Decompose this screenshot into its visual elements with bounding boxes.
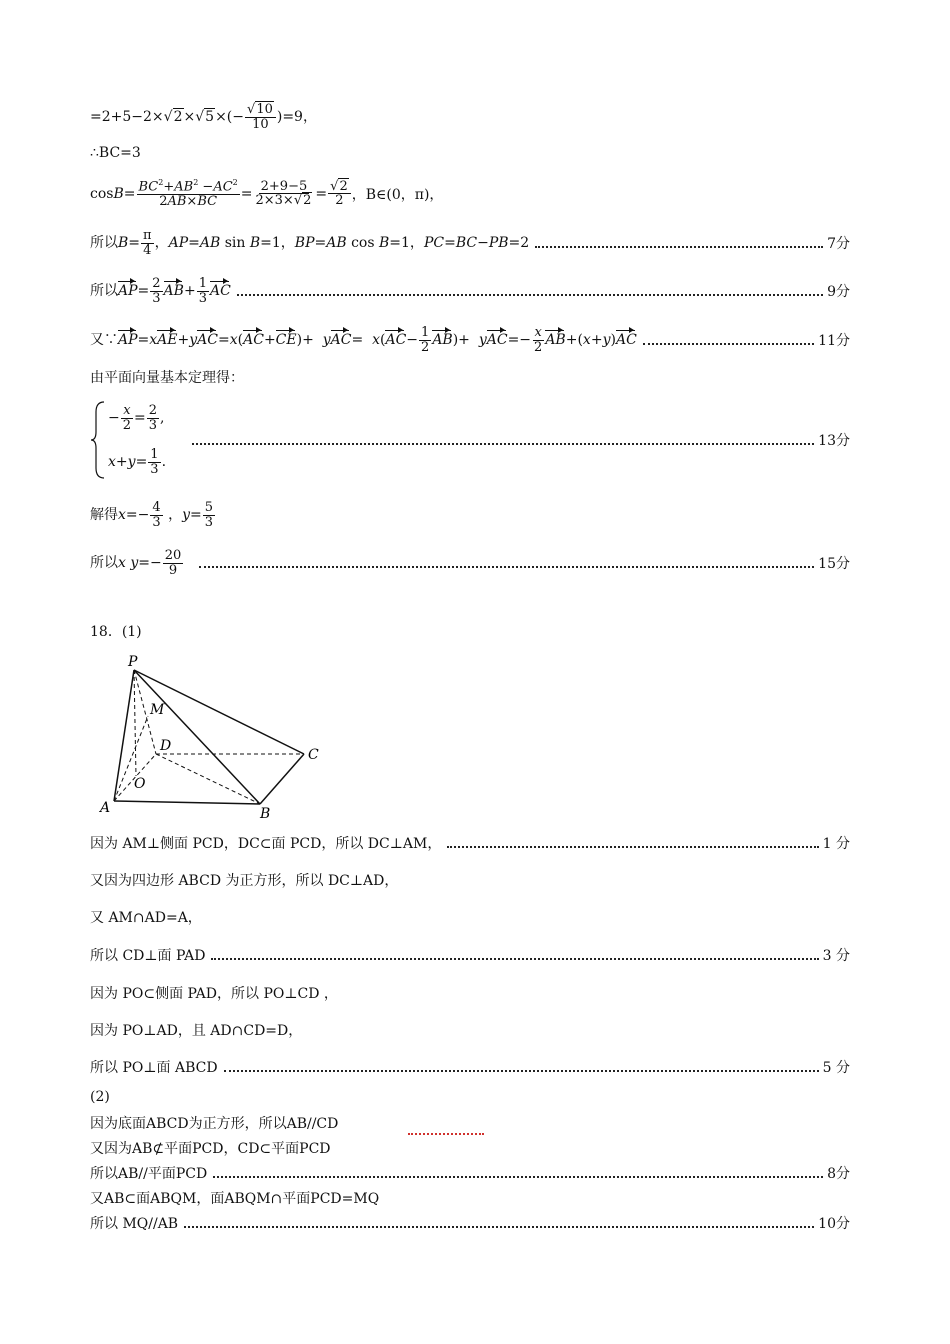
proof-line-7-text: 所以 PO⊥面 ABCD [90,1060,218,1076]
proof-line-7 [90,1054,850,1080]
edge-pb [134,670,260,804]
leader-dots [237,293,823,296]
q18-heading [90,618,850,644]
label-m: M [150,702,165,718]
proof-line-4 [90,942,850,968]
equation-score-row [186,427,850,453]
calc-line-2-text: ∴BC=3 [90,145,141,161]
equation-1: − $\frac{x}{2}$ = $\frac{2}{3}$ , [108,402,165,433]
calc-line-7 [90,364,850,390]
edge-po [134,670,136,776]
part2-line-1 [90,1111,850,1135]
proof-line-1 [90,830,850,856]
edge-ab [114,801,260,804]
proof-line-1-text: 因为 AM⊥侧面 PCD，DC⊂面 PCD，所以 DC⊥AM， [90,836,442,852]
part2-line-1-text: 因为底面ABCD为正方形，所以AB//CD [90,1116,339,1132]
part2-line-4 [90,1186,850,1210]
calc-line-4 [90,228,850,258]
part2-line-5-text: 所以 MQ//AB [90,1216,179,1232]
label-d: D [160,738,172,754]
score-8: 8分 [827,1166,850,1182]
label-o: O [134,776,146,792]
leader-dots [199,565,814,568]
proof-line-2 [90,867,850,893]
result-line [90,546,850,580]
edge-db [156,754,260,804]
part2-line-3 [90,1161,850,1185]
proof-line-5 [90,980,850,1006]
calc-line-1 [90,101,850,132]
pyramid-figure [92,650,332,820]
q18-heading-text: 18．(1) [90,624,142,640]
label-c: C [308,747,319,763]
solve-line [90,498,850,532]
leader-dots [643,342,814,345]
leader-dots [535,245,823,248]
part2-heading [90,1086,850,1108]
label-a: A [100,800,111,816]
score-7: 7分 [827,236,850,252]
part2-line-5 [90,1211,850,1235]
calc-line-2 [90,140,850,166]
score-1: 1 分 [822,836,850,852]
cosb-range: ，B∈(0，π)， [351,187,444,203]
proof-line-3 [90,904,850,930]
part2-line-3-text: 所以AB//平面PCD [90,1166,208,1182]
result-text: 所以x y=− $\frac{20}{9}$ [90,547,182,578]
part2-line-2-text: 又因为AB⊄平面PCD，CD⊂平面PCD [90,1141,331,1157]
leader-dots [447,845,818,848]
leader-dots [213,1175,823,1178]
brace-icon [90,400,110,480]
calc-line-6 [90,324,850,356]
calc-line-7-text: 由平面向量基本定理得： [90,370,244,386]
part2-heading-text: (2) [90,1089,110,1105]
calc-line-5-text: 所以AP= $\frac{2}{3}$ AB+ $\frac{1}{3}$ AC [90,275,231,306]
spellcheck-underline [408,1133,484,1135]
solve-text: 解得x=− $\frac{4}{3}$ ，y= $\frac{5}{3}$ [90,499,214,530]
equation-2: x + y = $\frac{1}{3}$ . [108,446,167,477]
leader-dots [184,1225,814,1228]
part2-line-2 [90,1136,850,1160]
leader-dots [211,957,818,960]
proof-line-6 [90,1017,850,1043]
label-p: P [128,654,138,670]
label-b: B [260,806,271,820]
edge-bc [260,754,304,804]
calc-line-5 [90,276,850,306]
score-11: 11分 [818,333,850,349]
calc-line-6-text: 又∵AP=xAE+yAC=x(AC+CE)+ yAC= x(AC− $\frac{1}{2}$ AB)+ yAC=− $\frac{x}{2}$ AB+(x+y)AC [90,324,637,355]
score-10: 10分 [818,1216,850,1232]
calc-line-4-text: 所以B= $\frac{\pi}{4}$ ，AP=AB sin B=1，BP=AB cos B=1，PC=BC−PB=2 [90,227,530,258]
leader-dots [224,1069,819,1072]
proof-line-3-text: 又 AM∩AD=A， [90,910,202,926]
score-13: 13分 [818,433,850,449]
score-3: 3 分 [822,948,850,964]
calc-line-1-text: =2+5−2×√2×√5×(− $\frac{√10}{10}$ )=9， [90,101,317,132]
proof-line-2-text: 又因为四边形 ABCD 为正方形，所以 DC⊥AD， [90,873,399,889]
part2-line-4-text: 又AB⊂面ABQM，面ABQM∩平面PCD=MQ [90,1191,380,1207]
leader-dots [192,442,814,445]
proof-line-6-text: 因为 PO⊥AD，且 AD∩CD=D， [90,1023,303,1039]
cosb-formula: cosB= $\frac{BC^2+AB^2 -AC^2}{2AB\times BC}$ = $\frac{2+9-5}{2\times 3\times√2}$ = $\frac{√2}{2}$ [90,179,352,209]
score-15: 15分 [818,556,850,572]
edge-pa [114,670,134,801]
score-9: 9分 [827,284,850,300]
proof-line-5-text: 因为 PO⊂侧面 PAD，所以 PO⊥CD ， [90,986,338,1002]
score-5: 5 分 [822,1060,850,1076]
equation-system [90,400,850,480]
proof-line-4-text: 所以 CD⊥面 PAD [90,948,206,964]
calc-line-3 [90,176,850,212]
